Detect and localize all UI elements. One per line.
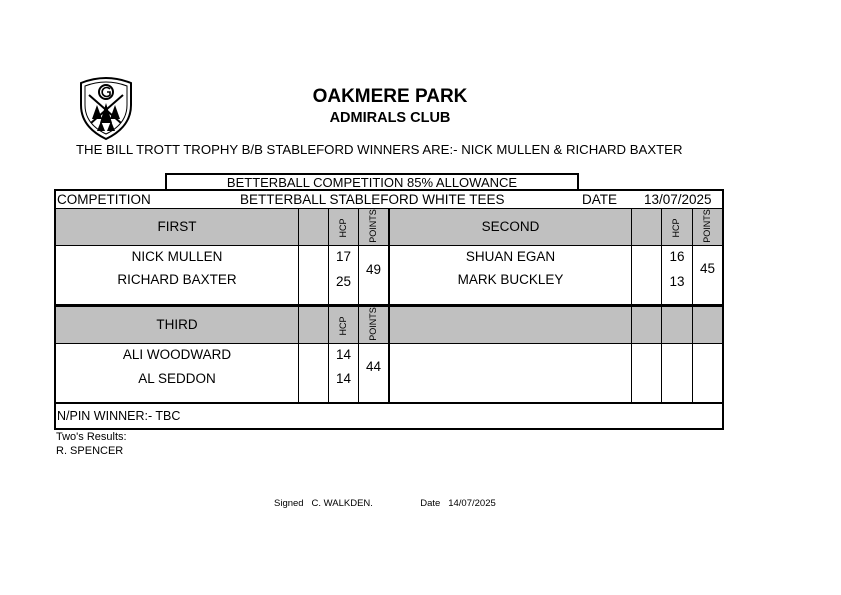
signature-line	[274, 498, 496, 509]
second-hcp-header: HCP	[671, 218, 681, 238]
twos-results-name: R. SPENCER	[56, 445, 124, 457]
second-place-header: SECOND	[481, 219, 540, 234]
club-subtitle: ADMIRALS CLUB	[329, 110, 451, 126]
competition-banner: BETTERBALL COMPETITION 85% ALLOWANCE	[165, 173, 579, 189]
results-table	[54, 189, 724, 430]
twos-results-label: Two's Results:	[56, 431, 127, 443]
second-points: 45	[699, 261, 716, 276]
third-player-2-hcp: 14	[335, 371, 352, 386]
first-points-header: POINTS	[368, 209, 378, 243]
competition-name: BETTERBALL STABLEFORD WHITE TEES	[240, 192, 505, 207]
second-player-2-name: MARK BUCKLEY	[457, 272, 564, 287]
third-points-header: POINTS	[368, 307, 378, 341]
signed-name: C. WALKDEN.	[311, 498, 373, 509]
club-crest-logo	[77, 75, 135, 141]
first-hcp-header: HCP	[338, 218, 348, 238]
first-player-2-hcp: 25	[335, 274, 352, 289]
second-player-1-hcp: 16	[669, 249, 685, 264]
nearest-pin-winner: N/PIN WINNER:- TBC	[57, 409, 181, 423]
third-player-2-name: AL SEDDON	[138, 371, 216, 386]
winners-announcement: THE BILL TROTT TROPHY B/B STABLEFORD WINNERS ARE:- NICK MULLEN & RICHARD BAXTER	[76, 142, 683, 157]
third-points: 44	[365, 359, 382, 374]
first-player-2-name: RICHARD BAXTER	[117, 272, 237, 287]
third-hcp-header: HCP	[338, 316, 348, 336]
first-player-1-name: NICK MULLEN	[131, 249, 223, 264]
signature-date: 14/07/2025	[448, 498, 496, 509]
date-label: DATE	[582, 192, 618, 207]
competition-date: 13/07/2025	[644, 192, 712, 207]
second-player-1-name: SHUAN EGAN	[465, 249, 556, 264]
club-name: OAKMERE PARK	[312, 86, 468, 107]
third-player-1-name: ALI WOODWARD	[122, 347, 232, 362]
second-points-header: POINTS	[702, 209, 712, 243]
second-player-2-hcp: 13	[669, 274, 685, 289]
third-place-header: THIRD	[156, 317, 198, 332]
first-player-1-hcp: 17	[335, 249, 352, 264]
signature-date-label: Date	[420, 498, 441, 509]
first-place-header: FIRST	[157, 219, 197, 234]
signed-label: Signed	[274, 498, 304, 509]
first-points: 49	[365, 262, 382, 277]
competition-label: COMPETITION	[57, 192, 151, 207]
third-player-1-hcp: 14	[335, 347, 352, 362]
